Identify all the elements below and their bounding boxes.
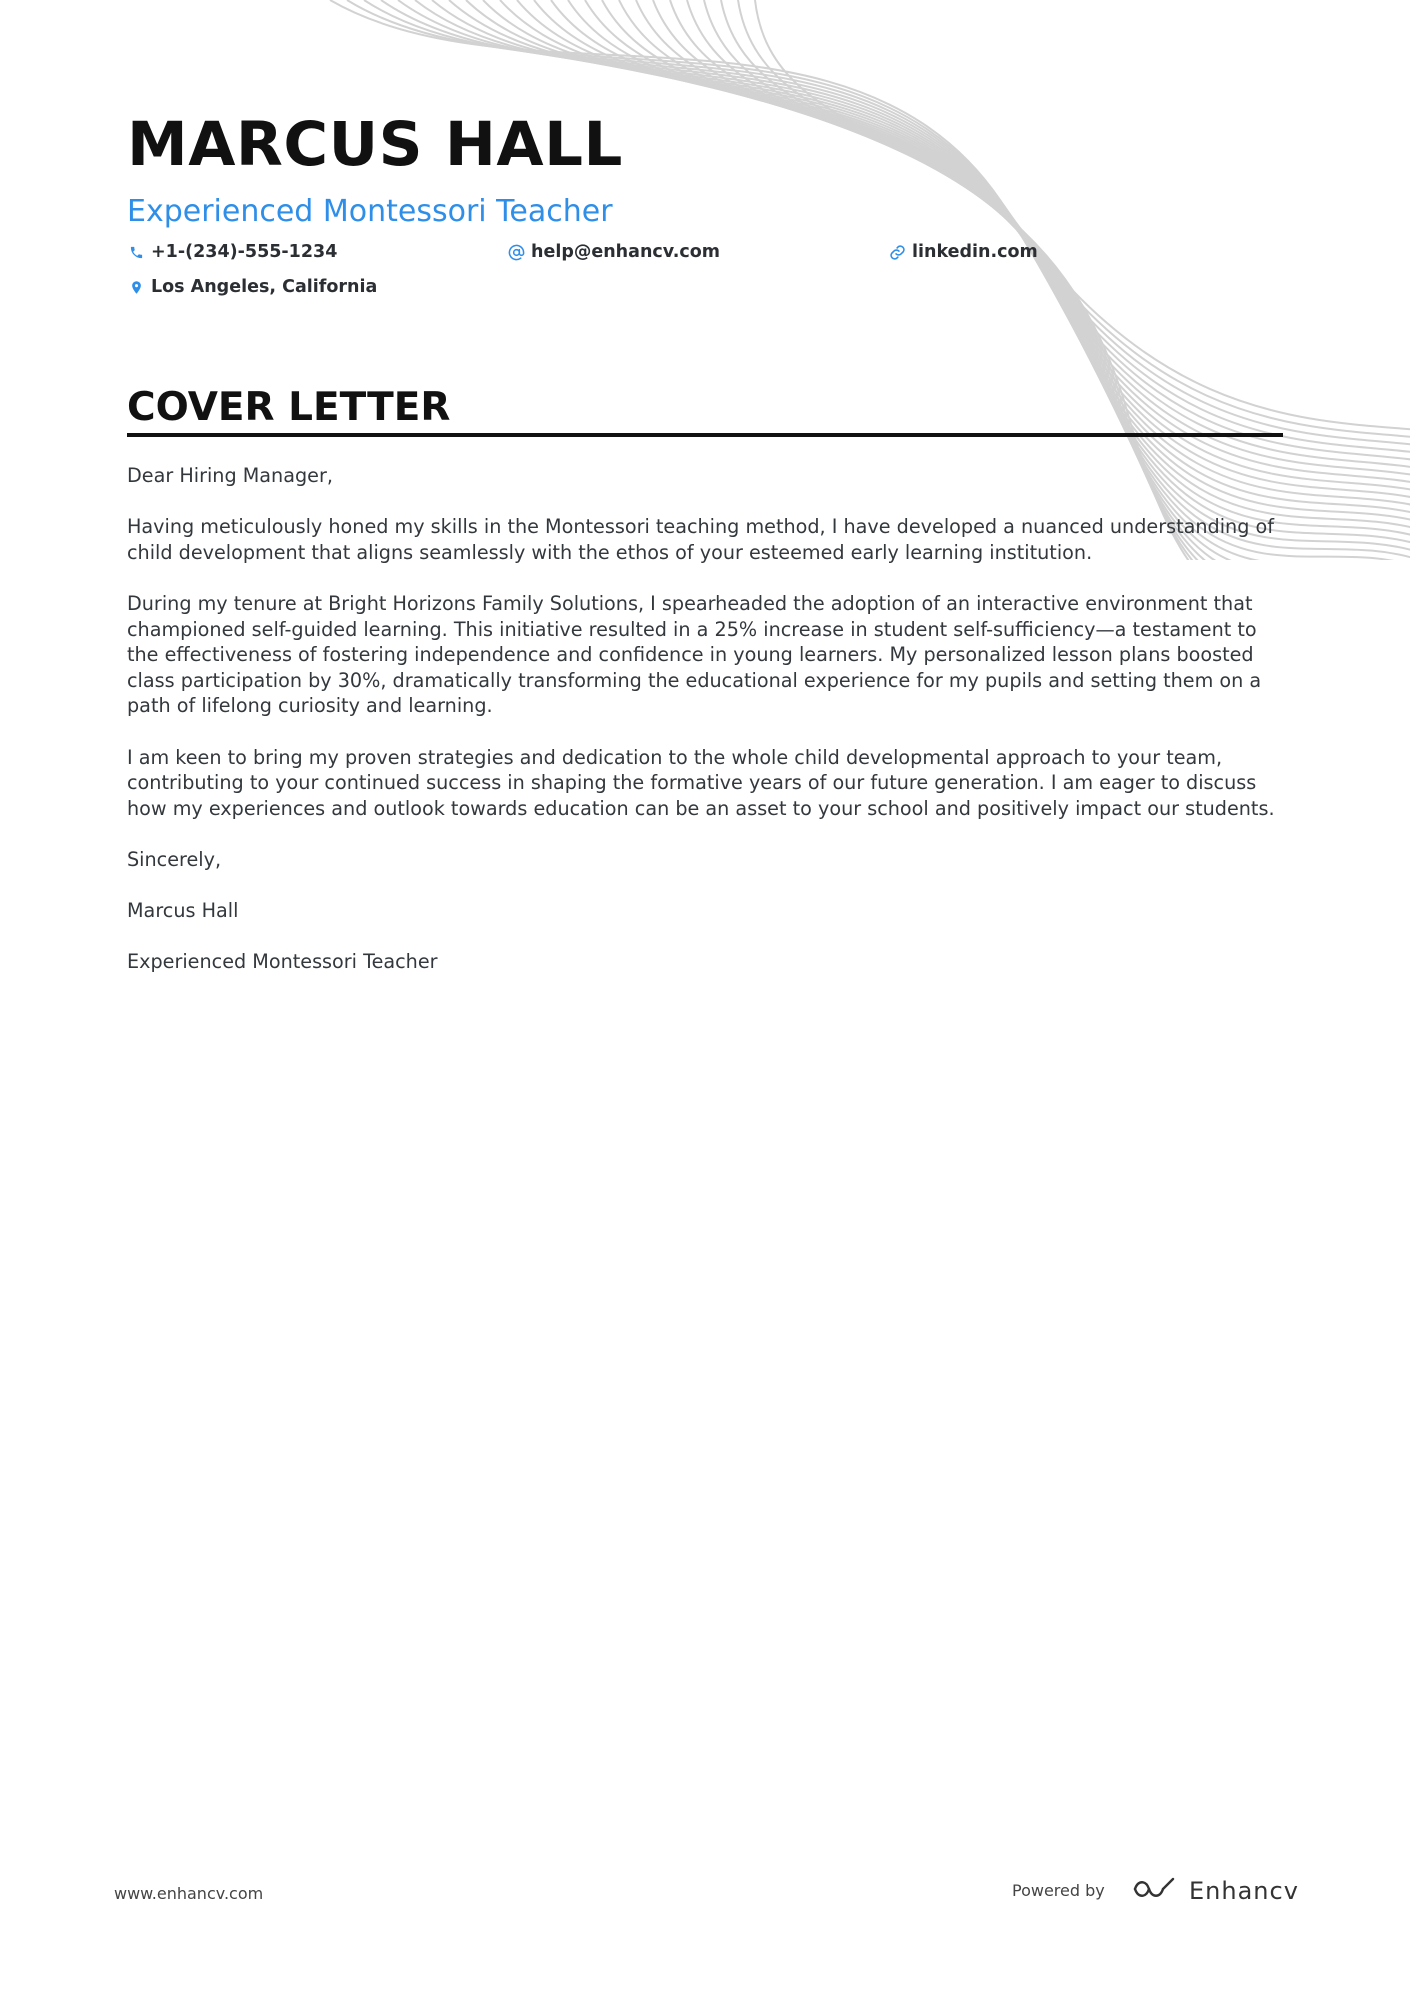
- contact-location: [127, 274, 377, 300]
- at-icon: [507, 243, 525, 261]
- location-pin-icon: [127, 278, 145, 296]
- powered-by-label: Powered by: [1012, 1881, 1105, 1900]
- signature-name: Marcus Hall: [127, 899, 239, 923]
- job-title: Experienced Montessori Teacher: [127, 194, 613, 229]
- wave-line: [432, 0, 1410, 476]
- phone-text: +1-(234)-555-1234: [151, 242, 338, 262]
- website-text: linkedin.com: [912, 242, 1038, 262]
- contact-info: [127, 239, 1127, 309]
- section-divider: [127, 433, 1283, 437]
- brand-logo[interactable]: [1131, 1871, 1299, 1911]
- letter-paragraph: During my tenure at Bright Horizons Family Solutions, I spearheaded the adoption of an interactive environment that championed self-guided learning. This initiative resulted in a 25% increase in student self-sufficiency—a testament to the effectiveness of fostering independence and confidence in young learners. My personalized lesson plans boosted class participation by 30%, dramatically transforming the educational experience for my pupils and setting them on a path of lifelong curiosity and learning.: [127, 591, 1262, 718]
- letter-salutation: Dear Hiring Manager,: [127, 464, 333, 487]
- email-text: help@enhancv.com: [531, 242, 721, 262]
- letter-body: [127, 463, 1287, 1000]
- enhancv-logo-icon: [1131, 1876, 1179, 1907]
- wave-line: [415, 0, 1410, 468]
- letter-paragraph: Having meticulously honed my skills in the Montessori teaching method, I have developed a nuanced understanding of child development that aligns seamlessly with the ethos of your esteemed early learning institution.: [127, 515, 1274, 564]
- signature-title: Experienced Montessori Teacher: [127, 950, 438, 974]
- phone-icon: [127, 243, 145, 261]
- contact-email[interactable]: [507, 239, 720, 265]
- section-title: COVER LETTER: [127, 385, 451, 430]
- contact-phone[interactable]: [127, 239, 337, 265]
- candidate-name: MARCUS HALL: [127, 109, 623, 180]
- letter-closing: Sincerely,: [127, 847, 222, 871]
- contact-website[interactable]: [888, 239, 1038, 265]
- footer-website-link[interactable]: www.enhancv.com: [114, 1884, 264, 1903]
- header: [127, 108, 1283, 232]
- brand-name: Enhancv: [1189, 1877, 1299, 1905]
- letter-paragraph: I am keen to bring my proven strategies and dedication to the whole child developmental approach to your team, contributing to your continued success in shaping the formative years of our future generation. I am eager to discuss how my experiences and outlook towards education can be an asset to your school and positively impact our students.: [127, 745, 1275, 820]
- location-text: Los Angeles, California: [151, 277, 378, 297]
- link-icon: [888, 243, 906, 261]
